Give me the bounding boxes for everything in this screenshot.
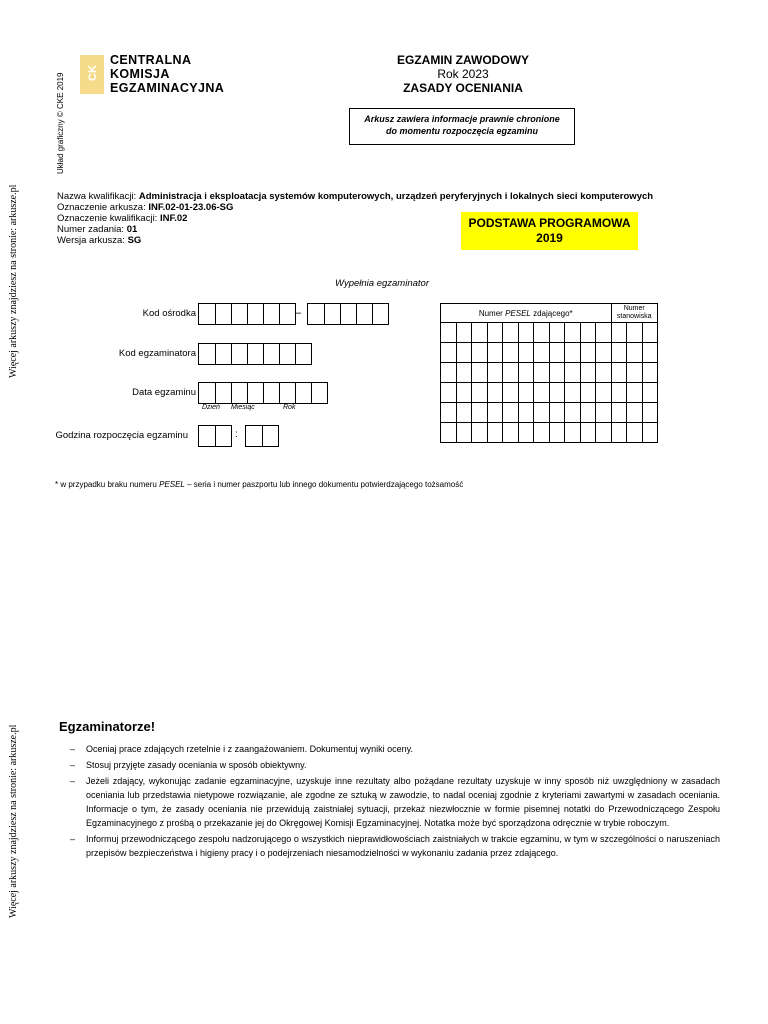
fill-by-examiner-note: Wypełnia egzaminator	[335, 278, 429, 289]
exam-type-title: EGZAMIN ZAWODOWY	[397, 53, 529, 67]
list-item: – Oceniaj prace zdających rzetelnie i z zaangażowaniem. Dokumentuj wyniki oceny.	[70, 744, 413, 754]
logo-line-2: KOMISJA	[110, 67, 170, 81]
sheet-code: Oznaczenie arkusza: INF.02-01-23.06-SG	[57, 202, 234, 213]
exam-year: Rok 2023	[437, 67, 489, 81]
start-hour-boxes[interactable]	[198, 425, 232, 447]
examiner-code-boxes[interactable]	[198, 343, 312, 365]
month-label: Miesiąc	[231, 404, 255, 411]
exam-date-label: Data egzaminu	[132, 387, 196, 398]
confidential-notice: Arkusz zawiera informacje prawnie chronione do momentu rozpoczęcia egzaminu	[349, 108, 575, 145]
station-number-header: Numer stanowiska	[611, 304, 658, 323]
examiner-heading: Egzaminatorze!	[59, 719, 156, 734]
year-label: Rok	[283, 404, 296, 411]
centre-code-label: Kod ośrodka	[142, 308, 196, 319]
centre-code-boxes-a[interactable]	[198, 303, 296, 325]
examiner-rules-list	[70, 742, 720, 862]
qualification-name: Nazwa kwalifikacji: Administracja i eksploatacja systemów komputerowych, urządzeń peryferyjnych i lokalnych sieci komputerowych	[57, 191, 654, 202]
qualification-code: Oznaczenie kwalifikacji: INF.02	[57, 213, 188, 224]
sheet-version: Wersja arkusza: SG	[57, 235, 142, 246]
task-number: Numer zadania: 01	[57, 224, 138, 235]
centre-code-dash: –	[295, 307, 302, 319]
side-text-top: Więcej arkuszy znajdziesz na stronie: arkusze.pl	[8, 184, 19, 378]
exam-date-boxes[interactable]	[198, 382, 328, 404]
logo-line-1: CENTRALNA	[110, 53, 192, 67]
pesel-header: Numer PESEL zdającego*	[441, 304, 612, 323]
side-text-bottom: Więcej arkuszy znajdziesz na stronie: arkusze.pl	[8, 724, 19, 918]
curriculum-badge: PODSTAWA PROGRAMOWA 2019	[461, 212, 638, 250]
start-minute-boxes[interactable]	[245, 425, 279, 447]
list-item: – Stosuj przyjęte zasady oceniania w sposób obiektywny.	[70, 760, 307, 770]
centre-code-boxes-b[interactable]	[307, 303, 389, 325]
examiner-code-label: Kod egzaminatora	[118, 348, 196, 359]
scoring-rules-title: ZASADY OCENIANIA	[403, 81, 523, 95]
day-label: Dzień	[202, 404, 220, 411]
list-item: – Jeżeli zdający, wykonując zadanie egzaminacyjne, uzyskuje inne rezultaty albo pożądane rezultaty uzyskuje w inny sposób niż uwzględniony w zasadach oceniania lub przedstawia nietypowe rozwiązanie, ale zgodne ze sztuką w zawodzie, to nadal oceniaj zgodnie z kryteriami zawartymi w zasadach oceniania. Informacje o tym, że zasady oceniania nie przewidują zaistniałej sytuacji, przekaż niezwłocznie w formie pisemnej notatki do Przewodniczącego Zespołu Egzaminacyjnego z prośbą o przekazanie jej do Okręgowej Komisji Egzaminacyjnej. Notatka może być sporządzona odręcznie w trybie roboczym.	[70, 776, 720, 828]
time-colon: :	[235, 429, 238, 440]
layout-credit: Układ graficzny © CKE 2019	[56, 72, 65, 174]
start-time-label: Godzina rozpoczęcia egzaminu	[55, 430, 188, 441]
list-item: – Informuj przewodniczącego zespołu nadzorującego o wszystkich nieprawidłowościach zaistniałych w trakcie egzaminu, w tym w szczególności o naruszeniach przepisów bezpieczeństwa i higieny pracy i o podejrzeniach niesamodzielności w wykonaniu zadania przez zdającego.	[70, 834, 720, 858]
logo-line-3: EGZAMINACYJNA	[110, 81, 225, 95]
cke-logo-mark: CK	[80, 55, 104, 94]
pesel-grid[interactable]	[440, 303, 658, 443]
pesel-footnote: * w przypadku braku numeru PESEL – seria i numer paszportu lub innego dokumentu potwierdzającego tożsamość	[55, 480, 464, 489]
cke-logo-text	[110, 53, 224, 95]
